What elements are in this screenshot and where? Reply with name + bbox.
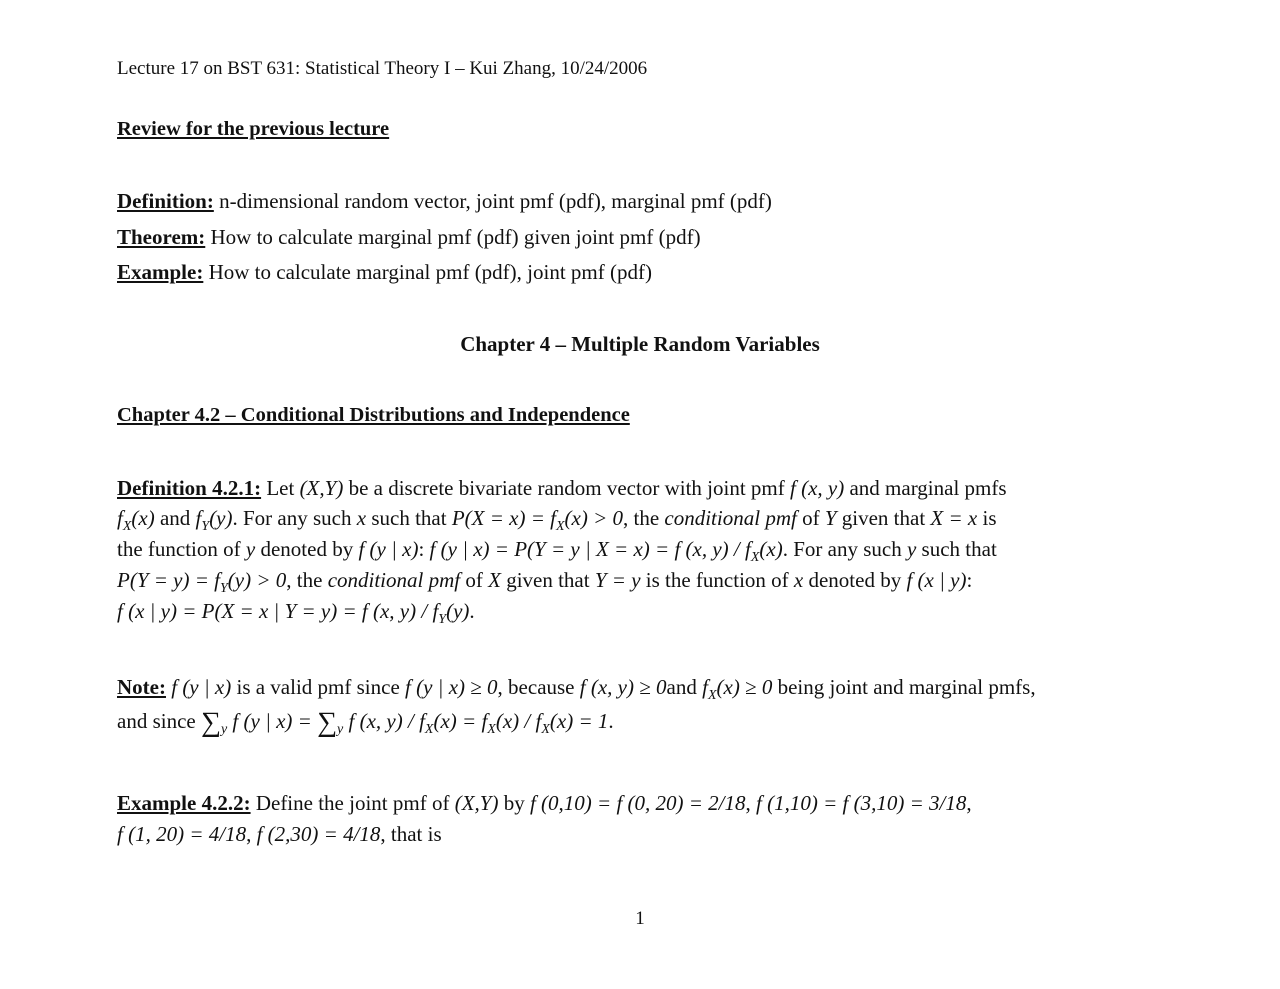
note-l1-t3: and: [666, 675, 703, 699]
note-l2-s2s: y: [337, 722, 344, 737]
def-l2-m2a: f: [195, 506, 202, 530]
note-l2-m1: f (y | x) =: [227, 709, 318, 733]
def-l4-m1a: P(Y = y) = f: [117, 568, 220, 592]
ex-l2-t1: ,: [246, 822, 257, 846]
review-definition-text: n-dimensional random vector, joint pmf (pdf), marginal pmf (pdf): [213, 189, 772, 213]
def-l1-t2: be a discrete bivariate random vector with joint pmf: [343, 476, 790, 500]
def-l4-m4: x: [793, 568, 804, 592]
def-l3-t2: denoted by: [255, 537, 359, 561]
example-line-2: [117, 822, 442, 847]
def-l1-t1: Let: [261, 476, 300, 500]
def-l2-t3: such that: [366, 506, 452, 530]
note-l2-m2c: (x) / f: [495, 709, 542, 733]
def-l3-m4: y: [906, 537, 917, 561]
def-l3-t4: . For any such: [782, 537, 907, 561]
note-l1-m4s: X: [707, 688, 717, 703]
ex-l1-t2: by: [498, 791, 530, 815]
note-l2-s1s: y: [220, 722, 228, 737]
note-l2-m2b: (x) = f: [433, 709, 488, 733]
note-line-1: [117, 675, 1036, 704]
def-l3-m2: f (y | x): [358, 537, 419, 561]
def-l3-t5: such that: [916, 537, 997, 561]
def-l3-m3b: (x): [759, 537, 783, 561]
example-line-1: [117, 791, 972, 816]
def-l2-m5: Y: [824, 506, 837, 530]
def-l2-t5: of: [796, 506, 825, 530]
sum-symbol-icon: ∑: [200, 707, 221, 738]
note-l1-m3: f (x, y) ≥ 0: [579, 675, 667, 699]
def-l1-t3: and marginal pmfs: [844, 476, 1007, 500]
def-l4-t4: is the function of: [640, 568, 794, 592]
def-l4-t3: given that: [500, 568, 595, 592]
sum-symbol-icon: ∑: [317, 707, 338, 738]
def-l2-it1: conditional pmf: [664, 506, 797, 530]
def-l2-t2: . For any such: [232, 506, 357, 530]
def-l4-t2: of: [460, 568, 489, 592]
ex-l2-t2: , that is: [380, 822, 442, 846]
ex-l1-m3: f (1,10) = f (3,10) = 3/18: [756, 791, 967, 815]
def-l2-m1b: (x): [131, 506, 155, 530]
note-l1-m2: f (y | x) ≥ 0: [405, 675, 498, 699]
def-l3-m3s: X: [750, 550, 760, 565]
def-l3-t3: :: [418, 537, 430, 561]
def-l3-m1: y: [245, 537, 256, 561]
definition-line-2: [117, 506, 997, 535]
def-l2-m4s: X: [555, 519, 565, 534]
example-label: Example 4.2.2:: [117, 791, 251, 815]
ex-l1-m2: f (0,10) = f (0, 20) = 2/18: [529, 791, 746, 815]
def-l5-m1s: Y: [438, 612, 447, 627]
page-number: 1: [635, 908, 645, 929]
note-l1-m1: f (y | x): [165, 675, 232, 699]
note-l2-m2s: X: [424, 722, 434, 737]
def-l4-t5: denoted by: [803, 568, 907, 592]
chapter-title: Chapter 4 – Multiple Random Variables: [460, 332, 820, 356]
note-line-2: [117, 709, 614, 738]
def-l2-t1: and: [154, 506, 196, 530]
def-l1-m1: (X,Y): [299, 476, 344, 500]
review-title: Review for the previous lecture: [117, 118, 390, 140]
def-l2-m6: X = x: [930, 506, 978, 530]
def-l3-m3a: f (y | x) = P(Y = y | X = x) = f (x, y) / f: [429, 537, 751, 561]
note-l2-m2a: f (x, y) / f: [343, 709, 425, 733]
def-l4-t1: , the: [286, 568, 328, 592]
def-l4-it1: conditional pmf: [327, 568, 461, 592]
note-l2-m2s3: X: [541, 722, 550, 737]
page-header: Lecture 17 on BST 631: Statistical Theory I – Kui Zhang, 10/24/2006: [117, 58, 648, 79]
note-l2-t1: and since: [117, 709, 201, 733]
section-title: Chapter 4.2 – Conditional Distributions and Independence: [117, 404, 630, 426]
def-l5-t1: .: [469, 599, 475, 623]
definition-line-5: [117, 599, 475, 628]
def-l4-m3: Y = y: [594, 568, 641, 592]
note-label: Note:: [117, 675, 166, 699]
def-l5-m1b: (y): [446, 599, 470, 623]
def-l2-m1a: f: [117, 506, 123, 530]
note-l2-m2s2: X: [487, 722, 496, 737]
review-theorem-label: Theorem:: [117, 225, 206, 249]
note-l1-t2: , because: [497, 675, 580, 699]
def-l2-m1s: X: [122, 519, 132, 534]
review-example: [117, 260, 652, 285]
def-l1-m2: f (x, y): [790, 476, 845, 500]
def-l2-m3: x: [356, 506, 367, 530]
definition-line-3: [117, 537, 997, 566]
review-theorem: [117, 225, 701, 250]
def-l2-t4: , the: [623, 506, 665, 530]
definition-line-1: [117, 476, 1007, 501]
note-l1-m4b: (x) ≥ 0: [716, 675, 773, 699]
review-definition-label: Definition:: [117, 189, 214, 213]
def-l5-m1a: f (x | y) = P(X = x | Y = y) = f (x, y) / f: [117, 599, 439, 623]
def-l4-m1b: (y) > 0: [227, 568, 287, 592]
ex-l2-m1: f (1, 20) = 4/18: [117, 822, 247, 846]
review-example-label: Example:: [117, 260, 204, 284]
def-l4-m1s: Y: [220, 581, 228, 596]
def-l2-t6: given that: [836, 506, 931, 530]
def-l2-t7: is: [977, 506, 997, 530]
ex-l1-m1: (X,Y): [454, 791, 499, 815]
note-l2-m2d: (x) = 1: [549, 709, 609, 733]
def-l4-t6: :: [966, 568, 973, 592]
review-definition: [117, 189, 772, 214]
note-l1-t1: is a valid pmf since: [231, 675, 406, 699]
review-example-text: How to calculate marginal pmf (pdf), joint pmf (pdf): [203, 260, 652, 284]
ex-l2-m2: f (2,30) = 4/18: [256, 822, 381, 846]
def-l2-m2b: (y): [209, 506, 233, 530]
def-l2-m2s: Y: [201, 519, 210, 534]
ex-l1-t1: Define the joint pmf of: [250, 791, 455, 815]
definition-line-4: [117, 568, 972, 597]
definition-label: Definition 4.2.1:: [117, 476, 262, 500]
ex-l1-t3: ,: [745, 791, 757, 815]
ex-l1-t4: ,: [966, 791, 972, 815]
def-l2-m4a: P(X = x) = f: [451, 506, 556, 530]
def-l3-t1: the function of: [117, 537, 246, 561]
note-l1-m4a: f: [702, 675, 708, 699]
def-l4-m2: X: [488, 568, 501, 592]
def-l2-m4b: (x) > 0: [564, 506, 623, 530]
review-theorem-text: How to calculate marginal pmf (pdf) given joint pmf (pdf): [205, 225, 701, 249]
note-l1-t4: being joint and marginal pmfs,: [772, 675, 1036, 699]
def-l4-m5: f (x | y): [906, 568, 967, 592]
note-l2-t2: .: [608, 709, 614, 733]
